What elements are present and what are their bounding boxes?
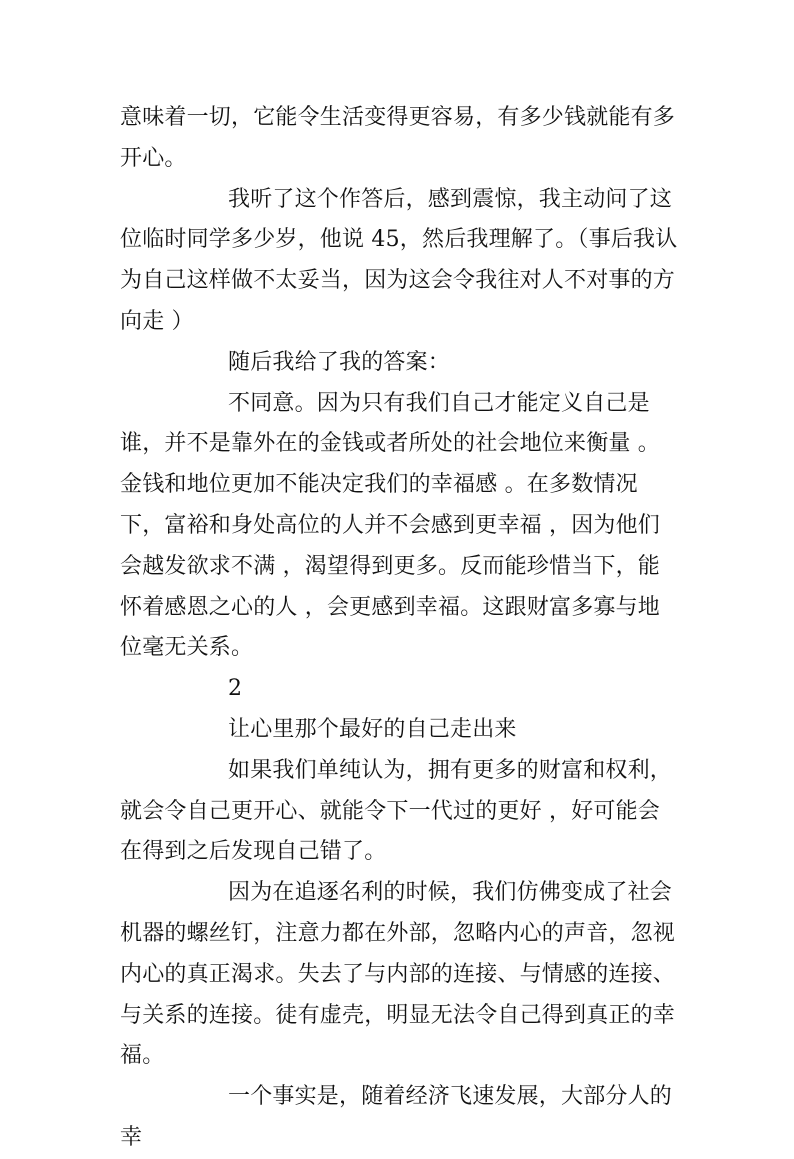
- paragraph-continued: 意味着一切，它能令生活变得更容易，有多少钱就能有多开心。: [120, 105, 676, 171]
- paragraph-fame-pursuit: 因为在追逐名利的时候，我们仿佛变成了社会机器的螺丝钉，注意力都在外部，忽略内心的声音，忽视内心的真正渴求。失去了与内部的连接、与情感的连接、与关系的连接。徒有虚壳，明显无法令自己得到真正的幸福。: [120, 880, 676, 1069]
- paragraph-wealth-power: 如果我们单纯认为，拥有更多的财富和权利，就会令自己更开心、就能令下一代过的更好 ，好可能会在得到之后发现自己错了。: [120, 757, 673, 865]
- paragraph-fact: 一个事实是，随着经济飞速发展，大部分人的幸: [120, 1084, 673, 1150]
- paragraph-answer-intro: 随后我给了我的答案：: [228, 349, 451, 375]
- paragraph-answer: 不同意。因为只有我们自己才能定义自己是谁，并不是靠外在的金钱或者所处的社会地位来衡量 。金钱和地位更加不能决定我们的幸福感 。在多数情况下，富裕和身处高位的人并不会感到更幸福 ，因为他们会越发欲求不满 ，渴望得到更多。反而能珍惜当下，能怀着感恩之心的人 ，会更感到幸福。这跟财富多寡与地位毫无关系。: [120, 390, 660, 661]
- section-number: 2: [228, 676, 243, 702]
- paragraph-reaction: 我听了这个作答后，感到震惊，我主动问了这位临时同学多少岁，他说 45，然后我理解了。（事后我认为自己这样做不太妥当，因为这会令我往对人不对事的方向走 ）: [120, 186, 678, 334]
- section-heading: 让心里那个最好的自己走出来: [228, 716, 517, 742]
- document-body: [120, 98, 680, 1159]
